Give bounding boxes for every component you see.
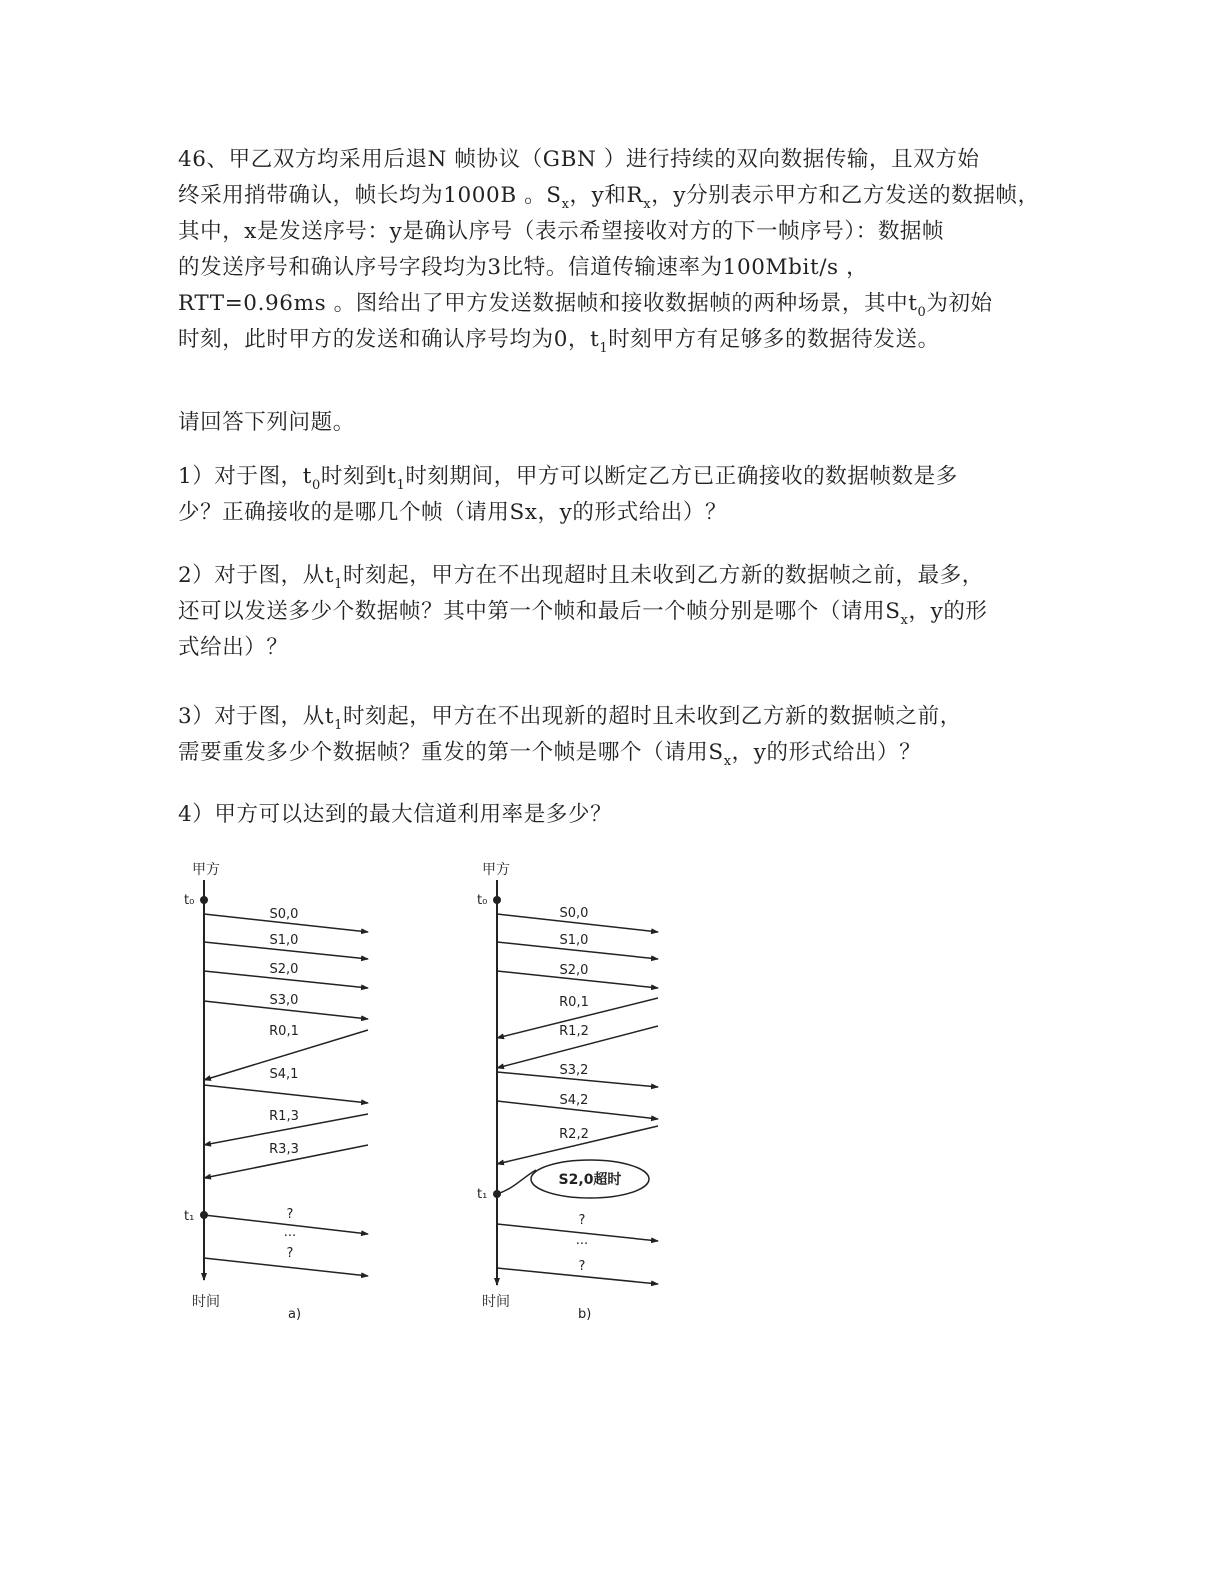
stem-line: 终采用捎带确认，帧长均为1000B 。$S_x$，y和$R_x$，y分别表示甲方和乙方发送的数据帧， — [178, 183, 1040, 212]
time-label: 时间 — [192, 1294, 220, 1310]
frame-label: S2,0 — [269, 962, 299, 977]
frame-label: S3,2 — [559, 1063, 589, 1078]
stem-line: 46、甲乙双方均采用后退N 帧协议（GBN ）进行持续的双向数据传输，且双方始 — [178, 147, 980, 172]
t0-dot — [200, 896, 208, 904]
frame-label: R2,2 — [559, 1127, 589, 1142]
party-label: 甲方 — [192, 862, 220, 878]
frame-label: R3,3 — [269, 1142, 299, 1157]
frame-label: ? — [286, 1207, 294, 1222]
t1-label: t₁ — [184, 1209, 195, 1224]
question-3: 3）对于图，从$t_1$时刻起，甲方在不出现新的超时且未收到乙方新的数据帧之前， 需要重发多少个数据帧？重发的第一个帧是哪个（请用$S_x$，y的形式给出）？ — [178, 704, 962, 769]
prompt: 请回答下列问题。 — [178, 410, 355, 435]
stem-line: 的发送序号和确认序号字段均为3比特。信道传输速率为100Mbit/s ， — [178, 255, 869, 280]
frame-label: ? — [578, 1259, 586, 1274]
t0-label: t₀ — [184, 893, 195, 908]
frame-label: S1,0 — [269, 933, 299, 948]
ellipsis-label: ··· — [575, 1237, 589, 1252]
frames — [204, 907, 368, 1276]
question-2: 2）对于图，从$t_1$时刻起，甲方在不出现超时且未收到乙方新的数据帧之前，最多， 还可以发送多少个数据帧？其中第一个帧和最后一个帧分别是哪个（请用$S_x$，y的形 式给出）？ — [178, 563, 988, 660]
question-1: 1）对于图，$t_0$时刻到$t_1$时刻期间，甲方可以断定乙方已正确接收的数据帧数是多 少？正确接收的是哪几个帧（请用Sx，y的形式给出）？ — [178, 464, 958, 525]
frame-label: R1,2 — [559, 1024, 589, 1039]
stem-line: RTT=0.96ms 。图给出了甲方发送数据帧和接收数据帧的两种场景，其中$t_0$为初始 — [178, 291, 993, 320]
frame-label: S4,1 — [269, 1067, 299, 1082]
party-label: 甲方 — [482, 862, 510, 878]
question-4: 4）甲方可以达到的最大信道利用率是多少？ — [178, 802, 613, 827]
sent-frame-arrow — [204, 1085, 368, 1103]
frame-label: S0,0 — [559, 906, 589, 921]
stem-line: 其中，x是发送序号：y是确认序号（表示希望接收对方的下一帧序号）：数据帧 — [178, 219, 945, 244]
t1-label: t₁ — [477, 1187, 488, 1202]
timeout-label: S2,0超时 — [558, 1172, 622, 1188]
frame-label: S2,0 — [559, 963, 589, 978]
frame-label: S4,2 — [559, 1093, 589, 1108]
ellipsis-label: ··· — [283, 1229, 297, 1244]
frame-label: S1,0 — [559, 933, 589, 948]
frame-label: R1,3 — [269, 1109, 299, 1124]
frame-label: ? — [578, 1213, 586, 1228]
sent-frame-arrow — [497, 1268, 658, 1284]
frame-label: ? — [286, 1246, 294, 1261]
frame-label: R0,1 — [559, 995, 589, 1010]
frame-label: S0,0 — [269, 907, 299, 922]
caption: a) — [288, 1307, 302, 1322]
frame-label: R0,1 — [269, 1024, 299, 1039]
frames — [497, 906, 658, 1284]
time-label: 时间 — [482, 1294, 510, 1310]
frame-label: S3,0 — [269, 993, 299, 1008]
caption: b) — [578, 1307, 592, 1322]
stem-line: 时刻，此时甲方的发送和确认序号均为0，$t_1$时刻甲方有足够多的数据待发送。 — [178, 327, 940, 356]
timeout-pointer — [497, 1170, 536, 1194]
t0-label: t₀ — [477, 893, 488, 908]
diagram-a — [170, 848, 400, 1328]
question-stem — [178, 143, 1058, 359]
diagram-b — [460, 848, 690, 1328]
t0-dot — [493, 896, 501, 904]
